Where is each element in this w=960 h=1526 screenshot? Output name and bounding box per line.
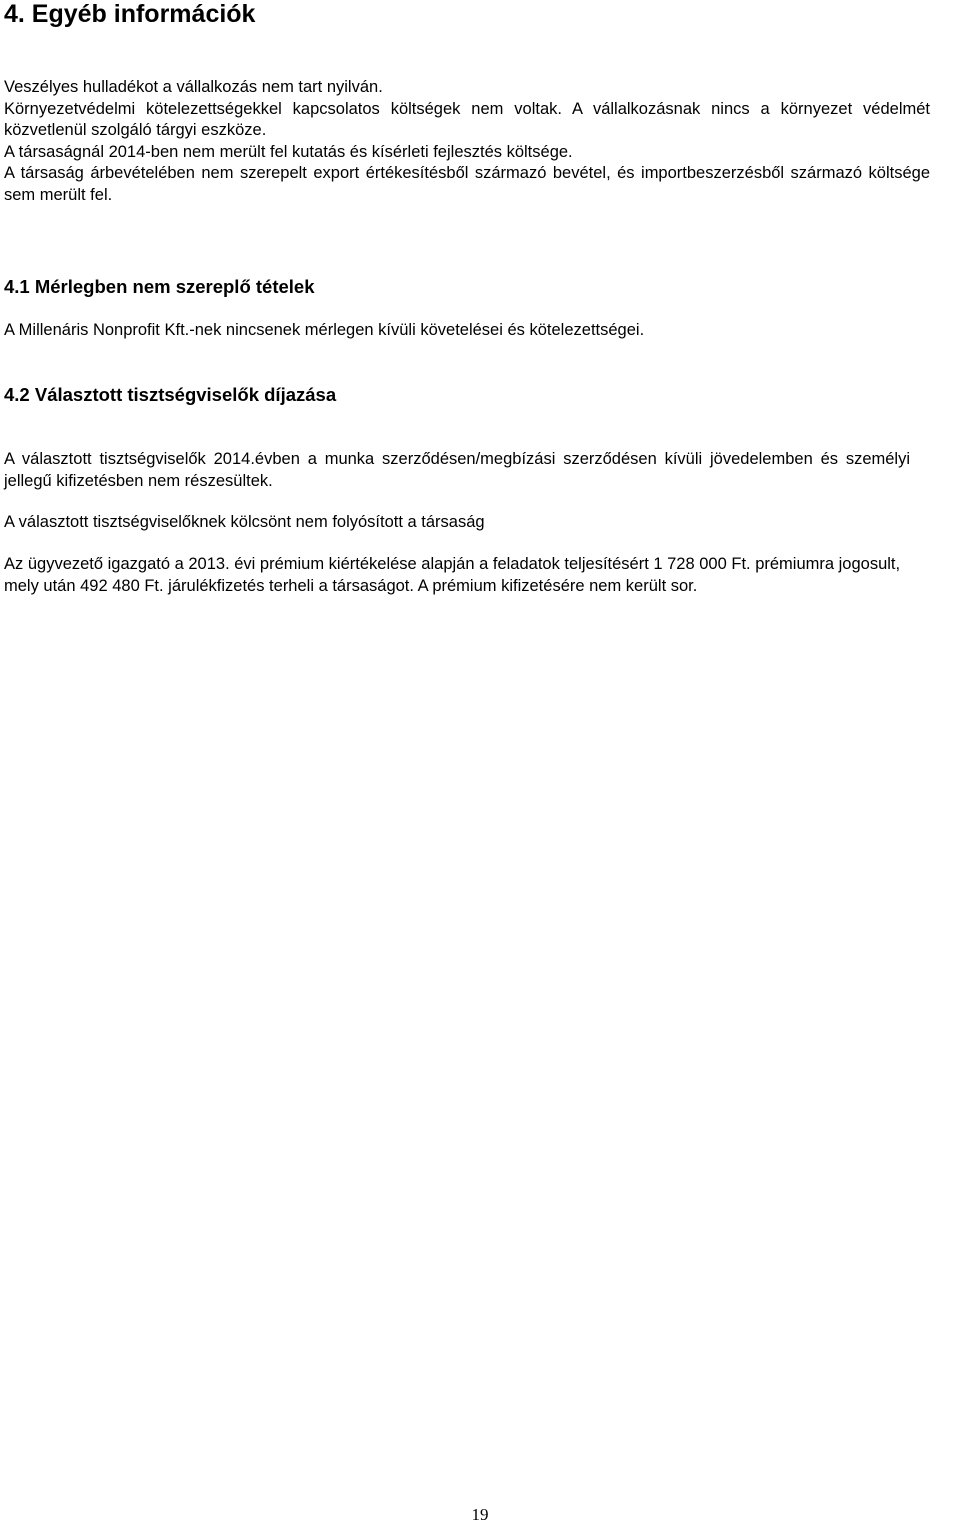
intro-block [4,77,930,206]
subsection-4-2-paragraph-1: A választott tisztségviselők 2014.évben a munka szerződésen/megbízási szerződésen kívüli jövedelemben és személyi jellegű kifizetésben nem részesültek. [4,450,910,490]
subsection-4-2-paragraph-3-block [4,554,932,597]
subsection-4-2-paragraph-1-block [4,449,910,492]
subsection-4-2-paragraph-2: A választott tisztségviselőknek kölcsönt nem folyósított a társaság [4,513,485,531]
page-number: 19 [471,1505,489,1524]
intro-line-3: A társaságnál 2014-ben nem merült fel kutatás és kísérleti fejlesztés költsége. [4,142,573,161]
subsection-4-1-text: A Millenáris Nonprofit Kft.-nek nincsenek mérlegen kívüli követelései és kötelezettségei. [4,321,645,339]
intro-paragraph-2: Környezetvédelmi kötelezettségekkel kapcsolatos költségek nem voltak. A vállalkozásnak nincs a környezet védelmét közvetlenül szolgáló tárgyi eszköze. [4,99,930,139]
subsection-4-1-text-block [4,320,930,342]
intro-paragraph-4: A társaság árbevételében nem szerepelt export értékesítésből származó bevétel, és importbeszerzésből származó költsége sem merült fel. [4,164,930,204]
subsection-4-2-paragraph-2-block [4,512,930,534]
subsection-4-2-title: 4.2 Választott tisztségviselők díjazása [4,384,337,405]
subsection-4-2-paragraph-3: Az ügyvezető igazgató a 2013. évi prémium kiértékelése alapján a feladatok teljesítésért 1 728 000 Ft. prémiumra jogosult, mely után 492 480 Ft. járulékfizetés terheli a társaságot. A prémium kifizetésére nem került sor. [4,555,901,595]
section-title: 4. Egyéb információk [4,0,256,28]
intro-line-1: Veszélyes hulladékot a vállalkozás nem tart nyilván. [4,78,383,96]
subsection-4-1-title: 4.1 Mérlegben nem szereplő tételek [4,276,315,297]
